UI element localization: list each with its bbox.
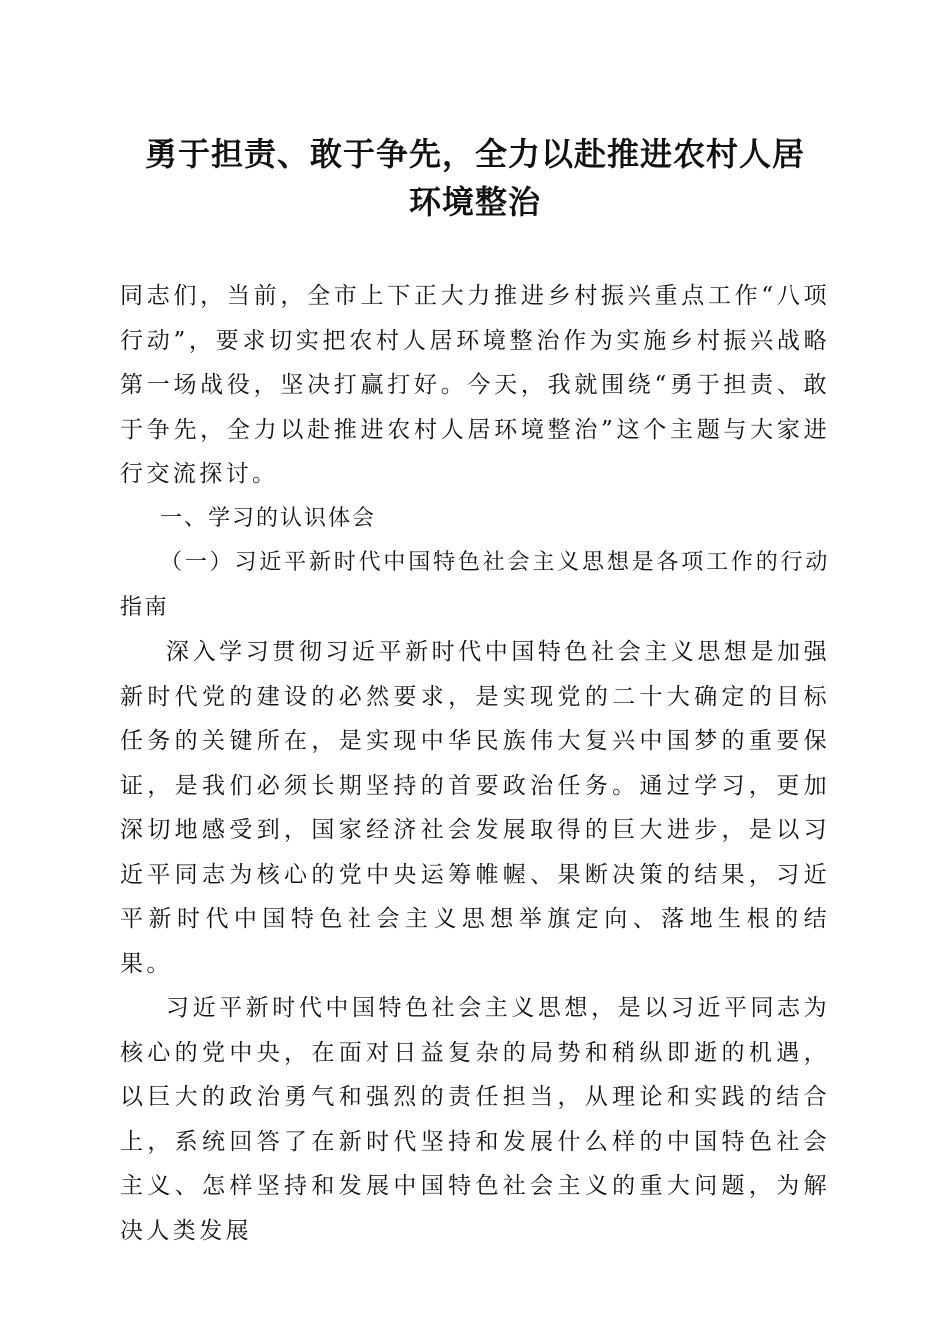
section-heading: 一、学习的认识体会	[160, 505, 377, 531]
intro-paragraph: 同志们，当前，全市上下正大力推进乡村振兴重点工作“八项行动”，要求切实把农村人居环境整治作为实施乡村振兴战略第一场战役，坚决打赢打好。今天，我就围绕“勇于担责、敢于争先，全力以赴推进农村人居环境整治”这个主题与大家进行交流探讨。	[120, 283, 830, 487]
title-line-2: 环境整治	[408, 183, 541, 221]
document-title	[120, 130, 830, 226]
body-paragraph-2: 习近平新时代中国特色社会主义思想，是以习近平同志为核心的党中央，在面对日益复杂的局势和稍纵即逝的机遇，以巨大的政治勇气和强烈的责任担当，从理论和实践的结合上，系统回答了在新时代坚持和发展什么样的中国特色社会主义、怎样坚持和发展中国特色社会主义的重大问题，为解决人类发展	[120, 995, 830, 1244]
subsection-heading: （一）习近平新时代中国特色社会主义思想是各项工作的行动指南	[120, 550, 830, 620]
document-page	[120, 130, 830, 1253]
body-paragraph-1: 深入学习贯彻习近平新时代中国特色社会主义思想是加强新时代党的建设的必然要求，是实现党的二十大确定的目标任务的关键所在，是实现中华民族伟大复兴中国梦的重要保证，是我们必须长期坚持的首要政治任务。通过学习，更加深切地感受到，国家经济社会发展取得的巨大进步，是以习近平同志为核心的党中央运筹帷幄、果断决策的结果，习近平新时代中国特色社会主义思想举旗定向、落地生根的结果。	[120, 639, 830, 977]
title-line-1: 勇于担责、敢于争先，全力以赴推进农村人居	[144, 135, 805, 173]
